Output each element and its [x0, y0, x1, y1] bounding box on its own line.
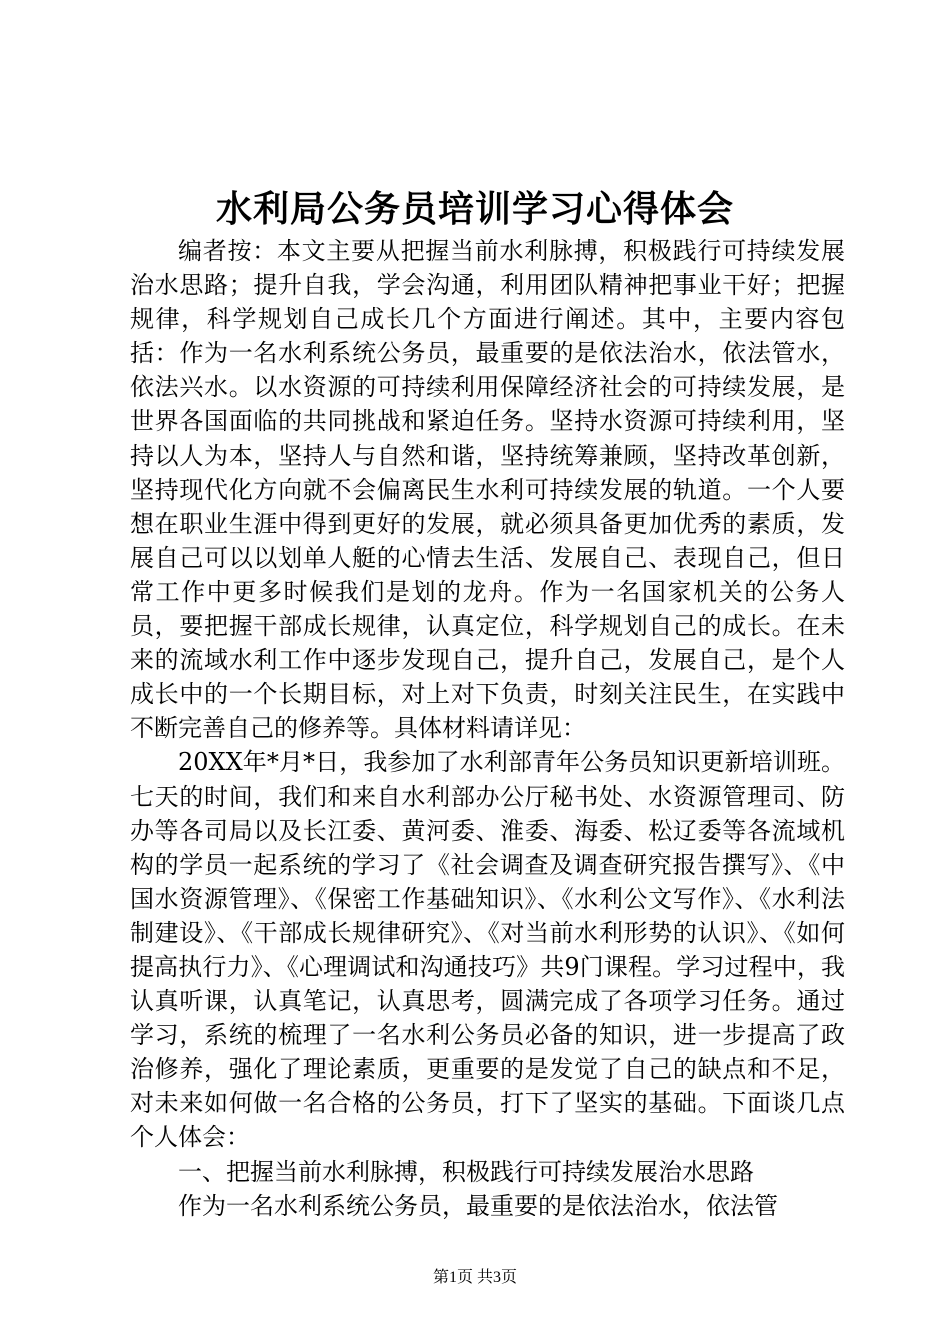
section-heading-1: 一、把握当前水利脉搏，积极践行可持续发展治水思路 — [178, 1157, 754, 1186]
paragraph-editor-note: 编者按：本文主要从把握当前水利脉搏，积极践行可持续发展治水思路；提升自我，学会沟通，利用团队精神把事业干好；把握规律，科学规划自己成长几个方面进行阐述。其中，主要内容包括：作为一名水利系统公务员，最重要的是依法治水，依法管水，依法兴水。以水资源的可持续利用保障经济社会的可持续发展，是世界各国面临的共同挑战和紧迫任务。坚持水资源可持续利用，坚持以人为本，坚持人与自然和谐，坚持统筹兼顾，坚持改革创新，坚持现代化方向就不会偏离民生水利可持续发展的轨道。一个人要想在职业生涯中得到更好的发展，就必须具备更加优秀的素质，发展自己可以以划单人艇的心情去生活、发展自己、表现自己，但日常工作中更多时候我们是划的龙舟。作为一名国家机关的公务人员，要把握干部成长规律，认真定位，科学规划自己的成长。在未来的流域水利工作中逐步发现自己，提升自己，发展自己，是个人成长中的一个长期目标，对上对下负责，时刻关注民生，在实践中不断完善自己的修养等。具体材料请详见： — [130, 237, 845, 743]
document-body — [130, 234, 845, 1223]
paragraph-section-1: 作为一名水利系统公务员，最重要的是依法治水，依法管 — [178, 1191, 778, 1220]
page-footer: 第1页 共3页 — [432, 1269, 517, 1286]
document-title: 水利局公务员培训学习心得体会 — [215, 188, 734, 230]
paragraph-training-summary: 20XX年*月*日，我参加了水利部青年公务员知识更新培训班。七天的时间，我们和来自水利部办公厅秘书处、水资源管理司、防办等各司局以及长江委、黄河委、淮委、海委、松辽委等各流域机构的学员一起系统的学习了《社会调查及调查研究报告撰写》、《中国水资源管理》、《保密工作基础知识》、《水利公文写作》、《水利法制建设》、《干部成长规律研究》、《对当前水利形势的认识》、《如何提高执行力》、《心理调试和沟通技巧》共9门课程。学习过程中，我认真听课，认真笔记，认真思考，圆满完成了各项学习任务。通过学习，系统的梳理了一名水利公务员必备的知识，进一步提高了政治修养，强化了理论素质，更重要的是发觉了自己的缺点和不足，对未来如何做一名合格的公务员，打下了坚实的基础。下面谈几点个人体会： — [130, 748, 845, 1152]
